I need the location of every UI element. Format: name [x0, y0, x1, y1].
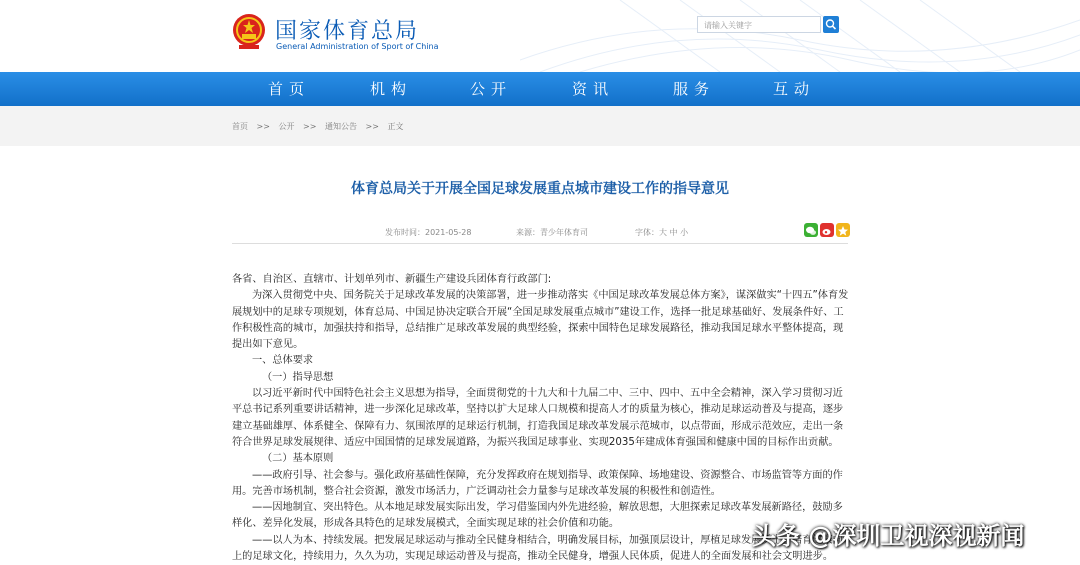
article-paragraph: ——政府引导、社会参与。强化政府基础性保障，充分发挥政府在规划指导、政策保障、场地建设、资源整合、市场监管等方面的作用。完善市场机制，整合社会资源，激发市场活力，广泛调动社会力量参与足球改革发展的积极性和创造性。: [232, 469, 843, 497]
publish-date: 发布时间：2021-05-28: [385, 228, 472, 237]
site-header: [0, 0, 1080, 72]
article-title: 体育总局关于开展全国足球发展重点城市建设工作的指导意见: [351, 181, 729, 197]
nav-item-organization[interactable]: 机构: [370, 80, 413, 98]
wechat-share-button[interactable]: [804, 223, 818, 237]
breadcrumb-separator: >>: [256, 122, 270, 131]
breadcrumb-separator: >>: [365, 122, 379, 131]
star-icon: [836, 224, 850, 238]
site-name-cn[interactable]: 国家体育总局: [275, 19, 420, 44]
breadcrumb-current: 正文: [387, 122, 404, 131]
article-paragraph: ——因地制宜、突出特色。从本地足球发展实际出发，学习借鉴国内外先进经验，解放思想，大胆探索足球改革发展新路径，鼓励多样化、差异化发展，形成各具特色的足球发展模式，全面实现足球的社会价值和功能。: [232, 502, 843, 530]
font-size-selector[interactable]: 字体：大 中 小: [635, 228, 689, 237]
site-name-en: General Administration of Sport of China: [276, 42, 439, 51]
divider: [232, 243, 848, 244]
breadcrumb-home[interactable]: 首页: [232, 122, 248, 131]
header-decoration: [520, 0, 1080, 72]
article-source: 来源：青少年体育司: [516, 228, 588, 237]
search-input[interactable]: 请输入关键字: [697, 16, 821, 33]
nav-item-services[interactable]: 服务: [673, 80, 716, 98]
nav-item-home[interactable]: 首页: [268, 80, 311, 98]
wechat-icon: [804, 224, 818, 238]
breadcrumb-separator: >>: [303, 122, 317, 131]
subsection-heading: （二）基本原则: [262, 453, 334, 465]
section-heading: 一、总体要求: [252, 355, 314, 367]
national-emblem-icon: [231, 12, 267, 50]
main-nav: [0, 72, 1080, 106]
article-paragraph: 以习近平新时代中国特色社会主义思想为指导，全面贯彻党的十九大和十九届二中、三中、四中、五中全会精神，深入学习贯彻习近平总书记系列重要讲话精神，进一步深化足球改革，坚持以扩大足球人口规模和提高人才的质量为核心，推动足球运动普及与提高，逐步建立基础雄厚、体系健全、保障有力、氛围浓厚的足球运行机制，打造我国足球改革发展示范城市，以点带面，形成示范效应，走出一条符合世界足球发展规律、适应中国国情的足球发展道路，为振兴我国足球事业、实现2035年建成体育强国和健康中国的目标作出贡献。: [232, 388, 844, 448]
nav-item-interaction[interactable]: 互动: [773, 80, 816, 98]
subsection-heading: （一）指导思想: [262, 371, 334, 383]
weibo-share-button[interactable]: [820, 223, 834, 237]
search-button[interactable]: [823, 16, 839, 33]
breadcrumb-bar: [0, 106, 1080, 146]
favorite-share-button[interactable]: [836, 223, 850, 237]
article-paragraph: ——以人为本、持续发展。把发展足球运动与推动全民健身相结合，明确发展目标，加强顶层设计，厚植足球发展沃土，培育健康向上的足球文化，持续用力，久久为功，实现足球运动普及与提高，推动全民健身，增强人民体质，促进人的全面发展和社会文明进步。: [232, 534, 843, 563]
nav-item-public[interactable]: 公开: [470, 80, 513, 98]
nav-item-news[interactable]: 资讯: [572, 80, 615, 98]
breadcrumb-public[interactable]: 公开: [278, 122, 295, 131]
search-icon: [823, 16, 839, 33]
breadcrumb-notices[interactable]: 通知公告: [325, 122, 357, 131]
article-paragraph: 各省、自治区、直辖市、计划单列市、新疆生产建设兵团体育行政部门:: [232, 274, 552, 285]
article-paragraph: 为深入贯彻党中央、国务院关于足球改革发展的决策部署，进一步推动落实《中国足球改革发展总体方案》，谋深做实“十四五”体育发展规划中的足球专项规划，体育总局、中国足协决定联合开展“全国足球发展重点城市”建设工作，选择一批足球基础好、发展条件好、工作积极性高的城市，加强扶持和指导，总结推广足球改革发展的典型经验，探索中国特色足球发展路径，推动我国足球水平整体提高，现提出如下意见。: [232, 290, 849, 351]
watermark: 头条 @深圳卫视深视新闻: [752, 522, 1025, 550]
breadcrumb: [232, 121, 410, 132]
weibo-icon: [820, 224, 834, 238]
